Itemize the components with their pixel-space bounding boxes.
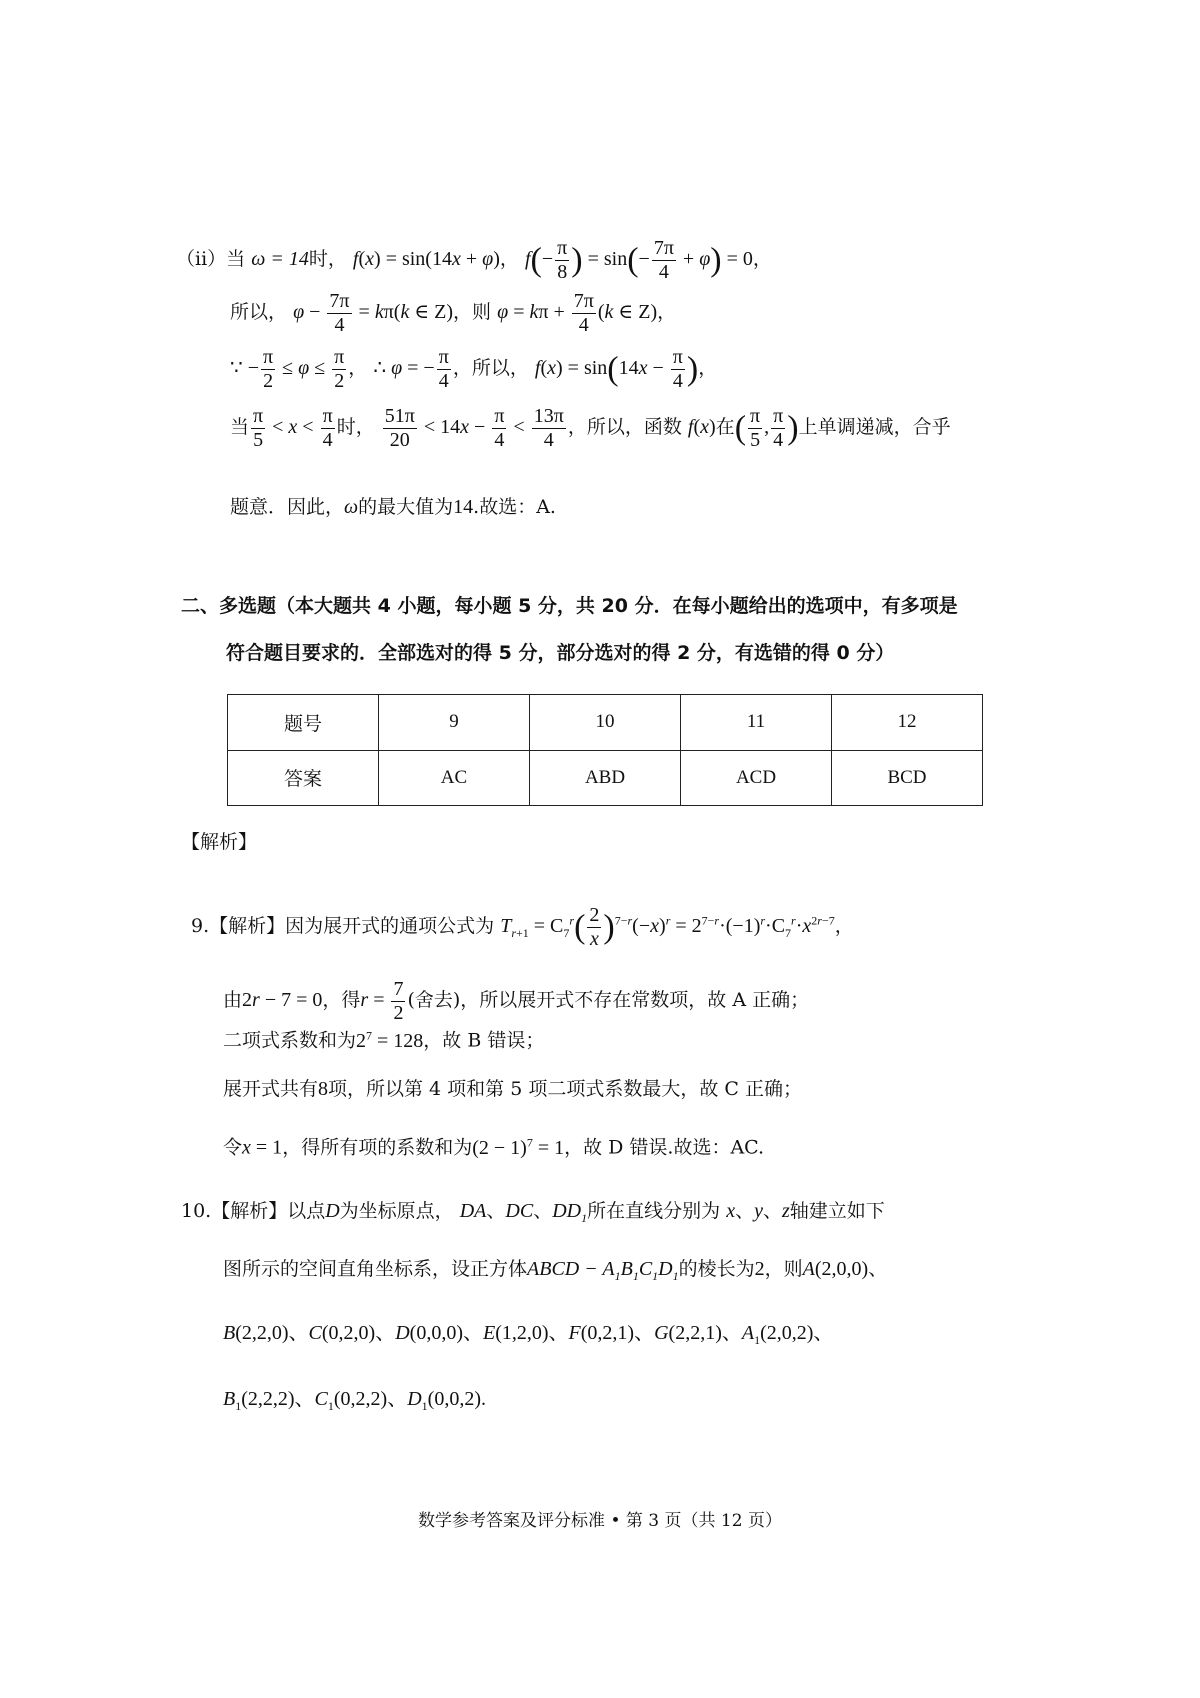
x-range: $\frac{\pi}{5}$ < x < $\frac{\pi}{4}$ [253, 405, 333, 451]
table-header-cell: 题号 [228, 695, 379, 751]
phi-range: ∵ − $\frac{\pi}{2}$ ≤ φ ≤ $\frac{\pi}{2}$ [230, 346, 345, 392]
text: .故选：A. [473, 496, 556, 518]
phi-equation-1: φ − $\frac{7\pi}{4}$ = kπ(k ∈ Z) [293, 290, 454, 336]
text: ，所以， [452, 357, 529, 380]
text: 所在直线分别为 [587, 1200, 721, 1222]
point-d: D [325, 1200, 340, 1222]
part-ii-line-5 [230, 497, 556, 517]
table-cell: ACD [681, 750, 832, 806]
q10-line-3: B(2,2,0)、C(0,2,0)、D(0,0,0)、E(1,2,0)、F(0,2,1)、G(2,2,1)、$A_1(2,0,2)$、 [223, 1320, 834, 1347]
q9-line-3 [223, 1029, 544, 1051]
q9-line-4 [223, 1079, 802, 1099]
text: ， [834, 915, 854, 938]
f-definition: f(x) = sin(14x + φ) [352, 248, 500, 271]
text: 二项式系数和为 [223, 1029, 357, 1052]
part-ii-line-3 [230, 346, 717, 393]
text: ，得 [322, 989, 361, 1012]
table-header-cell: 10 [530, 695, 681, 751]
text: 项，所以第 4 项和第 5 项二项式系数最大，故 C 正确； [328, 1078, 802, 1100]
section-2-heading-line-1: 二、多选题（本大题共 4 小题，每小题 5 分，共 20 分．在每小题给出的选项中，有多项是 [181, 595, 958, 617]
table-cell: 答案 [228, 750, 379, 806]
table-row [228, 750, 983, 806]
text: 展开式共有 [223, 1078, 319, 1100]
part-ii-line-2 [230, 290, 676, 337]
page-footer: 数学参考答案及评分标准 • 第 3 页（共 12 页） [418, 1511, 782, 1531]
text: 10.【解析】以点 [181, 1200, 326, 1222]
text: 、 [868, 1258, 888, 1280]
max-value: 14 [453, 496, 474, 518]
point-a-coords: A(2,0,0) [802, 1258, 869, 1280]
text: 由 [223, 989, 243, 1012]
text: ， [348, 357, 368, 380]
table-cell: BCD [832, 750, 983, 806]
text: ，故 B 错误； [423, 1029, 545, 1052]
text: 9.【解析】因为展开式的通项公式为 [191, 915, 495, 938]
q10-line-1: 10.【解析】以点D为坐标原点， DA、DC、$DD_1$所在直线分别为 x、y、z轴建立如下 [181, 1200, 885, 1225]
q10-line-4: $B_1(2,2,2)$、$C_1(0,2,2)$、$D_1(0,0,2)$. [223, 1386, 486, 1413]
text: 题意．因此， [230, 496, 345, 518]
text: ，故 D 错误.故选：AC. [564, 1136, 765, 1159]
text: 当 [230, 416, 250, 439]
q9-line-5 [223, 1136, 764, 1158]
text: 当 [226, 248, 246, 271]
table-cell: ABD [530, 750, 681, 806]
text: 所以， [230, 301, 288, 324]
part-ii-line-1 [176, 237, 772, 284]
axes-lines: DA [459, 1200, 487, 1222]
table-header-cell: 9 [379, 695, 530, 751]
part-ii-label: （ii） [176, 248, 227, 271]
text: ，则 [764, 1258, 803, 1280]
q9-line-1 [191, 904, 854, 951]
axis-names: x [726, 1200, 736, 1222]
text: 为坐标原点， [339, 1200, 454, 1222]
text: ，得所有项的系数和为 [282, 1136, 473, 1159]
section-2-heading-line-2: 符合题目要求的．全部选对的得 5 分，部分选对的得 2 分，有选错的得 0 分） [226, 642, 895, 664]
table-cell: AC [379, 750, 530, 806]
text: ，所以，函数 [567, 416, 682, 439]
analysis-heading: 【解析】 [181, 831, 258, 853]
coef-sum: $(2 - 1)^7 = 1$ [472, 1135, 565, 1159]
text: ， [499, 248, 519, 271]
interval: ( $\frac{\pi}{5}$ , $\frac{\pi}{4}$ ) [734, 405, 799, 451]
text: 的最大值为 [358, 496, 454, 518]
text: 图所示的空间直角坐标系，设正方体 [223, 1258, 528, 1280]
table-row [228, 695, 983, 751]
general-term-formula: $T_{r+1} = C_7^r$( $\frac{2}{x}$ )$^{7-r}(-x)^r = 2^{7-r}\cdot(-1)^r\cdot C_7^r\cdot x^{2r-7}$ [500, 904, 835, 950]
r-value: r = $\frac{7}{2}$ [360, 978, 404, 1024]
q9-line-2 [223, 978, 809, 1025]
f-final: f(x) = sin(14x − $\frac{\pi}{4}$ ) [534, 346, 699, 392]
text: ， [752, 248, 772, 271]
x-equals-one: x = 1 [242, 1136, 283, 1159]
phi-equation-2: φ = kπ + $\frac{7\pi}{4}$ (k ∈ Z) [497, 290, 658, 336]
q10-line-2 [223, 1259, 887, 1282]
text: (舍去)，所以展开式不存在常数项，故 A 正确； [407, 989, 810, 1012]
edge-length: 2 [754, 1258, 765, 1280]
table-header-cell: 12 [832, 695, 983, 751]
inequality: $\frac{51\pi}{20}$ < 14x − $\frac{\pi}{4}$ < $\frac{13\pi}{4}$ [384, 405, 564, 451]
text: 上单调递减，合乎 [798, 416, 951, 439]
text: 在 [715, 416, 735, 439]
text: ， [698, 357, 718, 380]
fx: f(x) [687, 416, 716, 439]
table-header-cell: 11 [681, 695, 832, 751]
binomial-sum: $2^7 = 128$ [356, 1028, 424, 1052]
text: 令 [223, 1136, 243, 1159]
text: ，则 [453, 301, 492, 324]
term-count: 8 [318, 1078, 329, 1100]
cube-name: ABCD − $A_1B_1C_1D_1$ [527, 1258, 679, 1283]
text: 时， [308, 248, 347, 271]
text: 轴建立如下 [789, 1200, 885, 1222]
text: 的棱长为 [678, 1258, 755, 1280]
text: ， [657, 301, 677, 324]
text: 时， [336, 416, 375, 439]
equation: 2r − 7 = 0 [242, 989, 323, 1012]
f-evaluation: f(− $\frac{\pi}{8}$ ) = sin(− $\frac{7\pi}{4}$ + φ) = 0 [524, 237, 753, 283]
phi-value: ∴ φ = − $\frac{\pi}{4}$ [373, 346, 449, 392]
omega: ω [344, 496, 359, 518]
answer-table [227, 694, 983, 806]
part-ii-line-4 [230, 405, 951, 452]
omega-equation: ω = 14 [251, 248, 309, 271]
